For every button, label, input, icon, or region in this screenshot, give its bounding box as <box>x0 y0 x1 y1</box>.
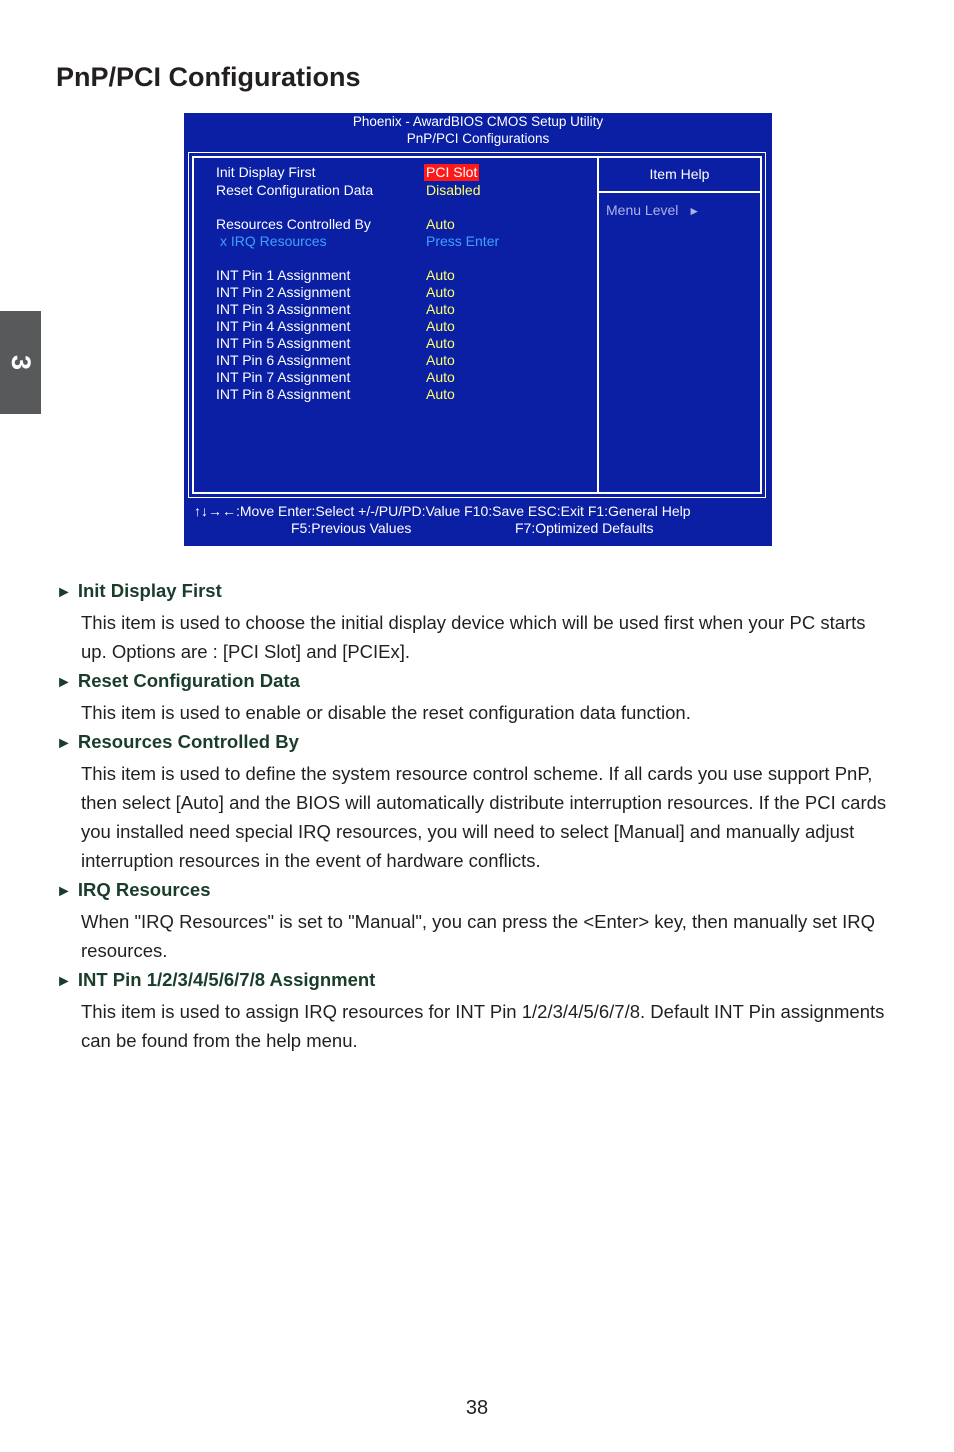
bios-item-irq-resources <box>194 233 594 250</box>
item-help-title: Item Help <box>649 166 710 182</box>
footer-keys: ↑↓→←:Move Enter:Select +/-/PU/PD:Value F10:Save ESC:Exit F1:General Help <box>194 503 691 519</box>
section-heading-text: IRQ Resources <box>77 879 211 900</box>
footer-f5: F5:Previous Values <box>291 520 412 536</box>
bios-item-value[interactable]: Auto <box>426 369 455 385</box>
menu-level-label: Menu Level <box>606 202 679 218</box>
section-text: This item is used to assign IRQ resources for INT Pin 1/2/3/4/5/6/7/8. Default INT Pin assignments can be found from the help menu. <box>81 1001 885 1051</box>
section-text: This item is used to define the system resource control scheme. If all cards you use support PnP, then select [Auto] and the BIOS will automatically distribute interruption resources. If the PCI cards you installed need special IRQ resources, you will need to select [Manual] and manually adjust interruption resources in the event of hardware conflicts. <box>81 763 887 871</box>
bios-item-init-display-first[interactable] <box>194 164 594 181</box>
bios-item-label: INT Pin 2 Assignment <box>216 284 351 300</box>
footer-f7: F7:Optimized Defaults <box>515 520 654 536</box>
section-text: This item is used to choose the initial display device which will be used first when your PC starts up. Options are : [PCI Slot] and [PCIEx]. <box>81 612 866 662</box>
bios-item-int-pin-2[interactable] <box>194 284 594 301</box>
help-divider <box>599 191 760 193</box>
bios-item-int-pin-4[interactable] <box>194 318 594 335</box>
right-triangle-icon: ► <box>56 674 72 691</box>
bios-panel <box>192 156 762 494</box>
bios-item-label: Init Display First <box>216 164 316 180</box>
section-heading <box>56 666 896 698</box>
section-heading-text: Init Display First <box>77 580 222 601</box>
section-text: This item is used to enable or disable the reset configuration data function. <box>81 702 691 723</box>
bios-item-resources-controlled-by[interactable] <box>194 216 594 233</box>
bios-item-value[interactable]: Auto <box>426 301 455 317</box>
chapter-number: 3 <box>6 354 36 371</box>
bios-item-value[interactable]: Auto <box>426 386 455 402</box>
descriptions <box>56 576 896 1055</box>
section-heading-text: Resources Controlled By <box>77 731 299 752</box>
bios-utility-title: Phoenix - AwardBIOS CMOS Setup Utility <box>352 114 604 129</box>
page-number: 38 <box>465 1397 489 1419</box>
bios-item-int-pin-5[interactable] <box>194 335 594 352</box>
page-title: PnP/PCI Configurations <box>56 62 361 92</box>
bios-item-label: Resources Controlled By <box>216 216 371 232</box>
menu-level <box>606 202 700 218</box>
bios-item-label: INT Pin 8 Assignment <box>216 386 351 402</box>
bios-item-label: INT Pin 5 Assignment <box>216 335 351 351</box>
bios-screen <box>184 113 772 546</box>
section-heading-text: INT Pin 1/2/3/4/5/6/7/8 Assignment <box>77 969 376 990</box>
section-heading <box>56 576 896 608</box>
bios-item-label: INT Pin 4 Assignment <box>216 318 351 334</box>
bios-item-value[interactable]: Auto <box>426 216 455 232</box>
right-triangle-icon: ► <box>56 584 72 601</box>
section-heading <box>56 875 896 907</box>
bios-header <box>184 113 772 147</box>
right-triangle-icon: ► <box>56 735 72 752</box>
section-heading <box>56 727 896 759</box>
bios-item-value[interactable]: Disabled <box>426 182 481 198</box>
bios-item-label: INT Pin 7 Assignment <box>216 369 351 385</box>
bios-frame <box>188 152 766 498</box>
section-heading-text: Reset Configuration Data <box>77 670 300 691</box>
bios-item-int-pin-7[interactable] <box>194 369 594 386</box>
bios-item-label: INT Pin 3 Assignment <box>216 301 351 317</box>
bios-item-value[interactable]: Auto <box>426 352 455 368</box>
section-heading <box>56 965 896 997</box>
bios-item-value-selected[interactable]: PCI Slot <box>426 164 478 180</box>
right-triangle-icon: ► <box>688 204 701 218</box>
bios-item-value[interactable]: Auto <box>426 318 455 334</box>
bios-item-value[interactable]: Auto <box>426 267 455 283</box>
bios-item-int-pin-1[interactable] <box>194 267 594 284</box>
right-triangle-icon: ► <box>56 883 72 900</box>
panel-divider <box>597 158 599 492</box>
chapter-tab <box>0 311 41 414</box>
bios-item-value[interactable]: Auto <box>426 335 455 351</box>
bios-item-int-pin-3[interactable] <box>194 301 594 318</box>
bios-item-label: x IRQ Resources <box>220 233 327 249</box>
bios-item-value[interactable]: Auto <box>426 284 455 300</box>
bios-item-reset-configuration-data[interactable] <box>194 182 594 199</box>
bios-item-label: Reset Configuration Data <box>216 182 374 198</box>
section-text: When "IRQ Resources" is set to "Manual", you can press the <Enter> key, then manually set IRQ resources. <box>81 911 876 961</box>
bios-item-value: Press Enter <box>426 233 500 249</box>
bios-item-label: INT Pin 6 Assignment <box>216 352 351 368</box>
right-triangle-icon: ► <box>56 973 72 990</box>
bios-item-int-pin-8[interactable] <box>194 386 594 403</box>
bios-item-int-pin-6[interactable] <box>194 352 594 369</box>
bios-item-label: INT Pin 1 Assignment <box>216 267 351 283</box>
bios-menu-title: PnP/PCI Configurations <box>406 131 550 146</box>
